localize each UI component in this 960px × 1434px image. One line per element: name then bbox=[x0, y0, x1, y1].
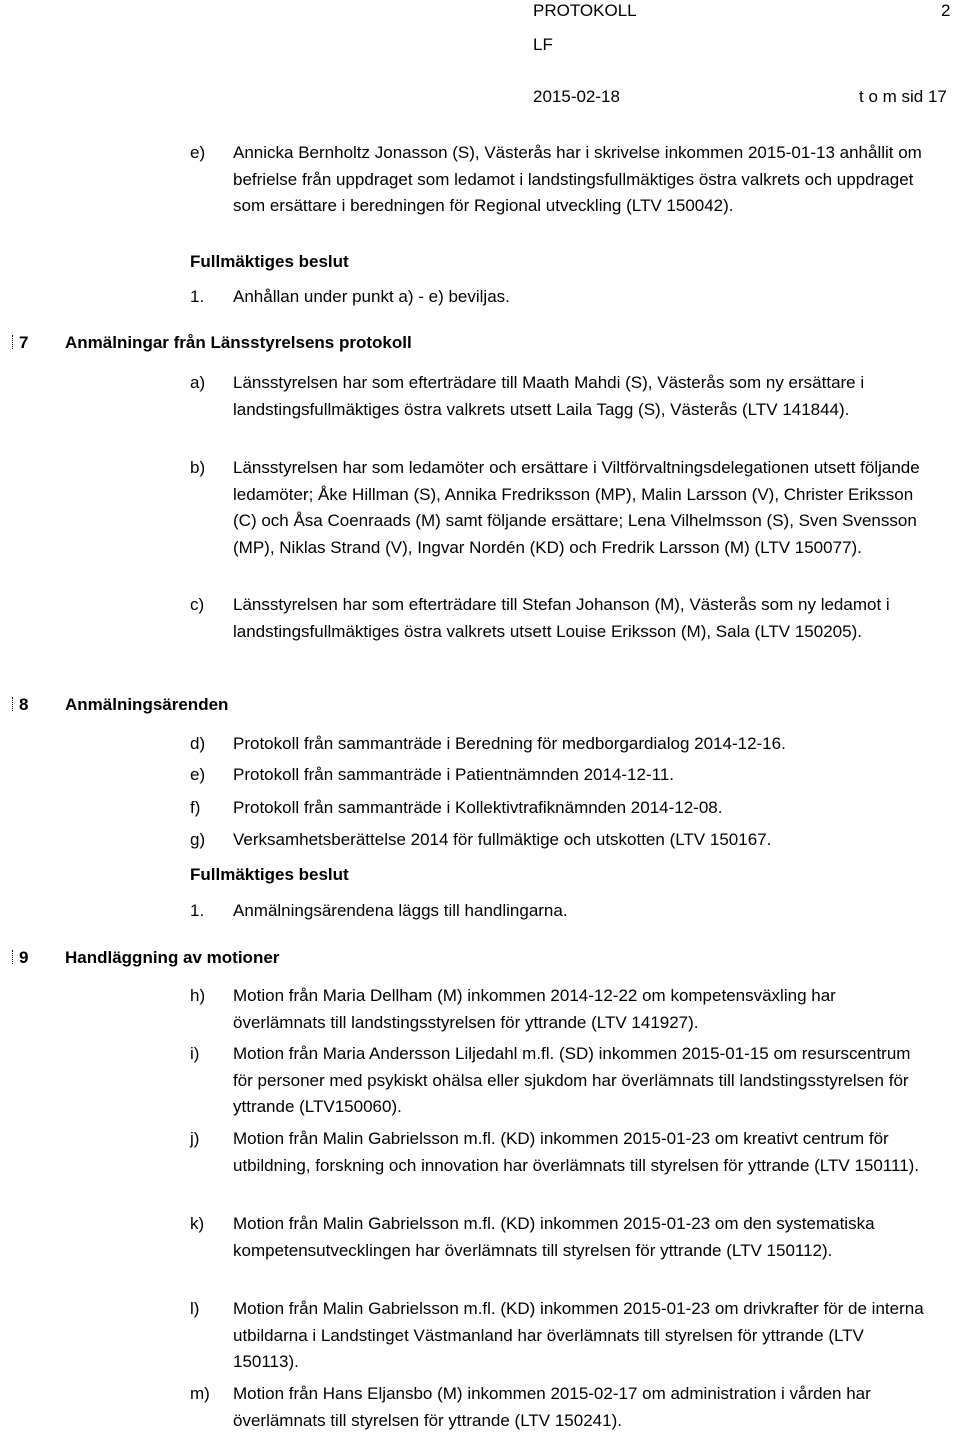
section-marker-icon bbox=[10, 332, 17, 348]
section-number: 8 bbox=[19, 695, 29, 714]
section-marker-icon bbox=[10, 694, 17, 710]
list-item bbox=[190, 731, 930, 758]
item-label: e) bbox=[190, 765, 206, 784]
list-item bbox=[190, 827, 930, 854]
item-text: Motion från Malin Gabrielsson m.fl. (KD) inkommen 2015-01-23 om den systematiska kompetensutvecklingen har överlämnats till styrelsen för yttrande (LTV 150112). bbox=[233, 1214, 875, 1260]
list-item bbox=[190, 1381, 930, 1434]
item-text: Protokoll från sammanträde i Beredning för medborgardialog 2014-12-16. bbox=[233, 734, 786, 753]
item-label: l) bbox=[190, 1299, 200, 1318]
item-label: f) bbox=[190, 798, 201, 817]
item-text: Protokoll från sammanträde i Kollektivtrafiknämnden 2014-12-08. bbox=[233, 798, 723, 817]
decision-heading: Fullmäktiges beslut bbox=[190, 865, 349, 884]
section-number: 9 bbox=[19, 948, 29, 967]
item-text: Annicka Bernholtz Jonasson (S), Västerås har i skrivelse inkommen 2015-01-13 anhållit om befrielse från uppdraget som ledamot i landstingsfullmäktiges östra valkrets och uppdraget som ersättare i beredningen för Regional utveckling (LTV 150042). bbox=[233, 143, 922, 215]
document-title: PROTOKOLL bbox=[533, 1, 637, 20]
list-item bbox=[190, 762, 930, 789]
list-item bbox=[190, 1296, 930, 1376]
decision-line bbox=[190, 898, 568, 925]
item-label: j) bbox=[190, 1129, 200, 1148]
item-label: c) bbox=[190, 595, 205, 614]
list-item bbox=[190, 370, 930, 423]
section-title: Handläggning av motioner bbox=[65, 948, 280, 967]
item-label: h) bbox=[190, 986, 206, 1005]
item-text: Motion från Maria Andersson Liljedahl m.fl. (SD) inkommen 2015-01-15 om resurscentrum för personer med psykiskt ohälsa eller sjukdom har överlämnats till landstingsstyrelsen för yttrande (LTV150060). bbox=[233, 1044, 911, 1116]
decision-line bbox=[190, 284, 510, 311]
item-text: Motion från Malin Gabrielsson m.fl. (KD) inkommen 2015-01-23 om kreativt centrum för utbildning, forskning och innovation har överlämnats till styrelsen för yttrande (LTV 150111). bbox=[233, 1129, 920, 1175]
item-text: Motion från Maria Dellham (M) inkommen 2014-12-22 om kompetensväxling har överlämnats till landstingsstyrelsen för yttrande (LTV 141927). bbox=[233, 986, 836, 1032]
item-label: g) bbox=[190, 830, 206, 849]
list-item bbox=[190, 455, 930, 561]
section-title: Anmälningsärenden bbox=[65, 695, 229, 714]
list-item bbox=[190, 795, 930, 822]
list-item bbox=[190, 592, 930, 645]
decision-text: Anhållan under punkt a) - e) beviljas. bbox=[233, 287, 510, 306]
section-number: 7 bbox=[19, 333, 29, 352]
item-label: i) bbox=[190, 1044, 200, 1063]
organization-code: LF bbox=[533, 35, 553, 54]
item-label: m) bbox=[190, 1384, 210, 1403]
decision-number: 1. bbox=[190, 901, 205, 920]
section-heading-7 bbox=[10, 330, 412, 357]
meeting-date: 2015-02-18 bbox=[533, 87, 620, 106]
item-text: Länsstyrelsen har som efterträdare till Maath Mahdi (S), Västerås som ny ersättare i landstingsfullmäktiges östra valkrets utsett Laila Tagg (S), Västerås (LTV 141844). bbox=[233, 373, 865, 419]
item-label: b) bbox=[190, 458, 206, 477]
section-title: Anmälningar från Länsstyrelsens protokoll bbox=[65, 333, 412, 352]
decision-number: 1. bbox=[190, 287, 205, 306]
item-text: Länsstyrelsen har som ledamöter och ersättare i Viltförvaltningsdelegationen utsett följande ledamöter; Åke Hillman (S), Annika Fredriksson (MP), Malin Larsson (V), Christer Eriksson (C) och Åsa Coenraads (M) samt följande ersättare; Lena Vilhelmsson (S), Sven Svensson (MP), Niklas Strand (V), Ingvar Nordén (KD) och Fredrik Larsson (M) (LTV 150077). bbox=[233, 458, 920, 557]
section-heading-9 bbox=[10, 945, 279, 972]
section-marker-icon bbox=[10, 947, 17, 963]
item-text: Motion från Malin Gabrielsson m.fl. (KD) inkommen 2015-01-23 om drivkrafter för de interna utbildarna i Landstinget Västmanland har överlämnats till styrelsen för yttrande (LTV 150113). bbox=[233, 1299, 924, 1371]
section-heading-8 bbox=[10, 692, 228, 719]
list-item bbox=[190, 1126, 930, 1179]
item-text: Protokoll från sammanträde i Patientnämnden 2014-12-11. bbox=[233, 765, 674, 784]
list-item bbox=[190, 983, 930, 1036]
page-range: t o m sid 17 bbox=[859, 87, 947, 106]
list-item bbox=[190, 1211, 930, 1264]
decision-text: Anmälningsärendena läggs till handlingarna. bbox=[233, 901, 568, 920]
decision-heading: Fullmäktiges beslut bbox=[190, 252, 349, 271]
item-text: Länsstyrelsen har som efterträdare till Stefan Johanson (M), Västerås som ny ledamot i landstingsfullmäktiges östra valkrets utsett Louise Eriksson (M), Sala (LTV 150205). bbox=[233, 595, 890, 641]
item-text: Motion från Hans Eljansbo (M) inkommen 2015-02-17 om administration i vården har överlämnats till styrelsen för yttrande (LTV 150241). bbox=[233, 1384, 871, 1430]
item-label: a) bbox=[190, 373, 206, 392]
page-number: 2 bbox=[941, 1, 951, 20]
item-label: d) bbox=[190, 734, 206, 753]
list-item bbox=[190, 1041, 930, 1121]
item-label: k) bbox=[190, 1214, 205, 1233]
item-text: Verksamhetsberättelse 2014 för fullmäktige och utskotten (LTV 150167. bbox=[233, 830, 772, 849]
list-item bbox=[190, 140, 930, 220]
item-label: e) bbox=[190, 143, 206, 162]
